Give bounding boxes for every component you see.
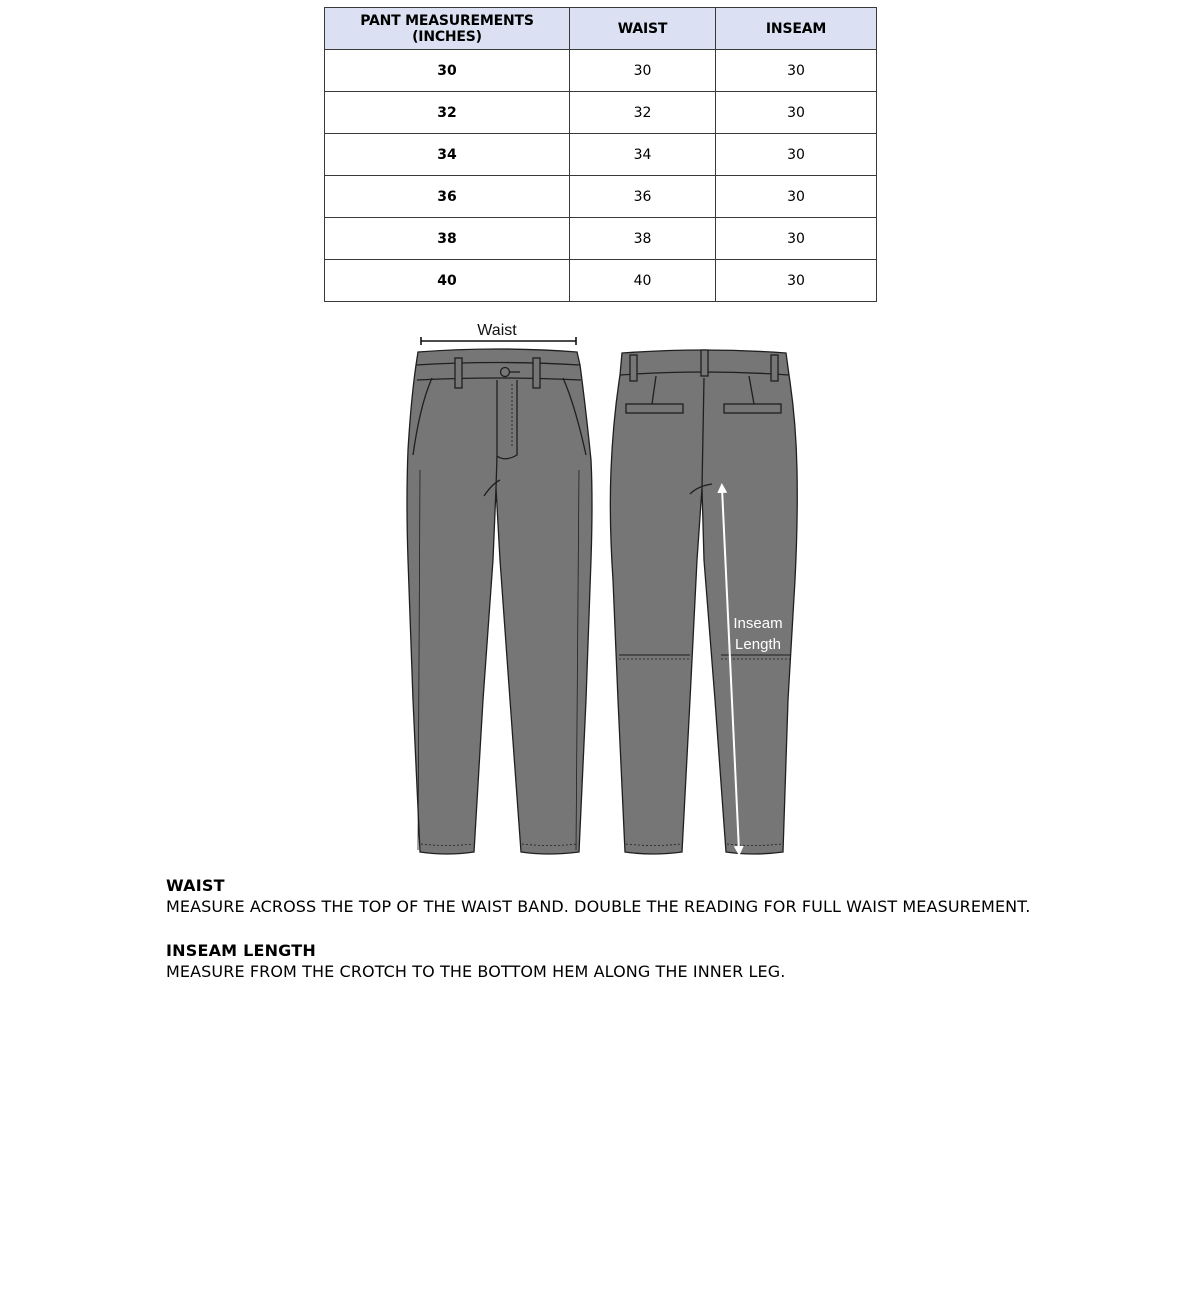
waist-note-title: WAIST (166, 876, 225, 895)
header-pant-measurements: PANT MEASUREMENTS (INCHES) (325, 8, 570, 50)
size-cell: 30 (325, 50, 570, 92)
waist-cell: 40 (570, 260, 716, 302)
table-row (325, 218, 877, 260)
size-cell: 34 (325, 134, 570, 176)
inseam-cell: 30 (716, 176, 877, 218)
table-header-row (325, 8, 877, 50)
header-waist: WAIST (570, 8, 716, 50)
inseam-note-text: MEASURE FROM THE CROTCH TO THE BOTTOM HEM ALONG THE INNER LEG. (166, 962, 786, 981)
waist-note-text: MEASURE ACROSS THE TOP OF THE WAIST BAND. DOUBLE THE READING FOR FULL WAIST MEASUREMENT. (166, 897, 1031, 916)
table-row (325, 50, 877, 92)
front-pant-illustration (407, 349, 592, 854)
inseam-label-line2: Length (735, 636, 781, 653)
size-chart-table (324, 7, 877, 302)
inseam-cell: 30 (716, 134, 877, 176)
size-cell: 40 (325, 260, 570, 302)
pant-measurement-diagram (396, 312, 808, 864)
size-cell: 36 (325, 176, 570, 218)
waist-cell: 38 (570, 218, 716, 260)
waist-cell: 36 (570, 176, 716, 218)
size-cell: 38 (325, 218, 570, 260)
waist-cell: 32 (570, 92, 716, 134)
inseam-note (166, 940, 1166, 983)
inseam-note-title: INSEAM LENGTH (166, 941, 316, 960)
inseam-label-line1: Inseam (733, 615, 783, 632)
inseam-cell: 30 (716, 218, 877, 260)
header-inseam: INSEAM (716, 8, 877, 50)
waist-cell: 30 (570, 50, 716, 92)
table-row (325, 92, 877, 134)
table-row (325, 260, 877, 302)
table-row (325, 176, 877, 218)
waist-note (166, 875, 1166, 918)
table-row (325, 134, 877, 176)
inseam-cell: 30 (716, 50, 877, 92)
size-cell: 32 (325, 92, 570, 134)
waist-cell: 34 (570, 134, 716, 176)
back-pant-illustration (610, 350, 797, 854)
waist-label: Waist (477, 322, 517, 339)
inseam-cell: 30 (716, 92, 877, 134)
inseam-cell: 30 (716, 260, 877, 302)
measurement-notes (166, 875, 1166, 1005)
